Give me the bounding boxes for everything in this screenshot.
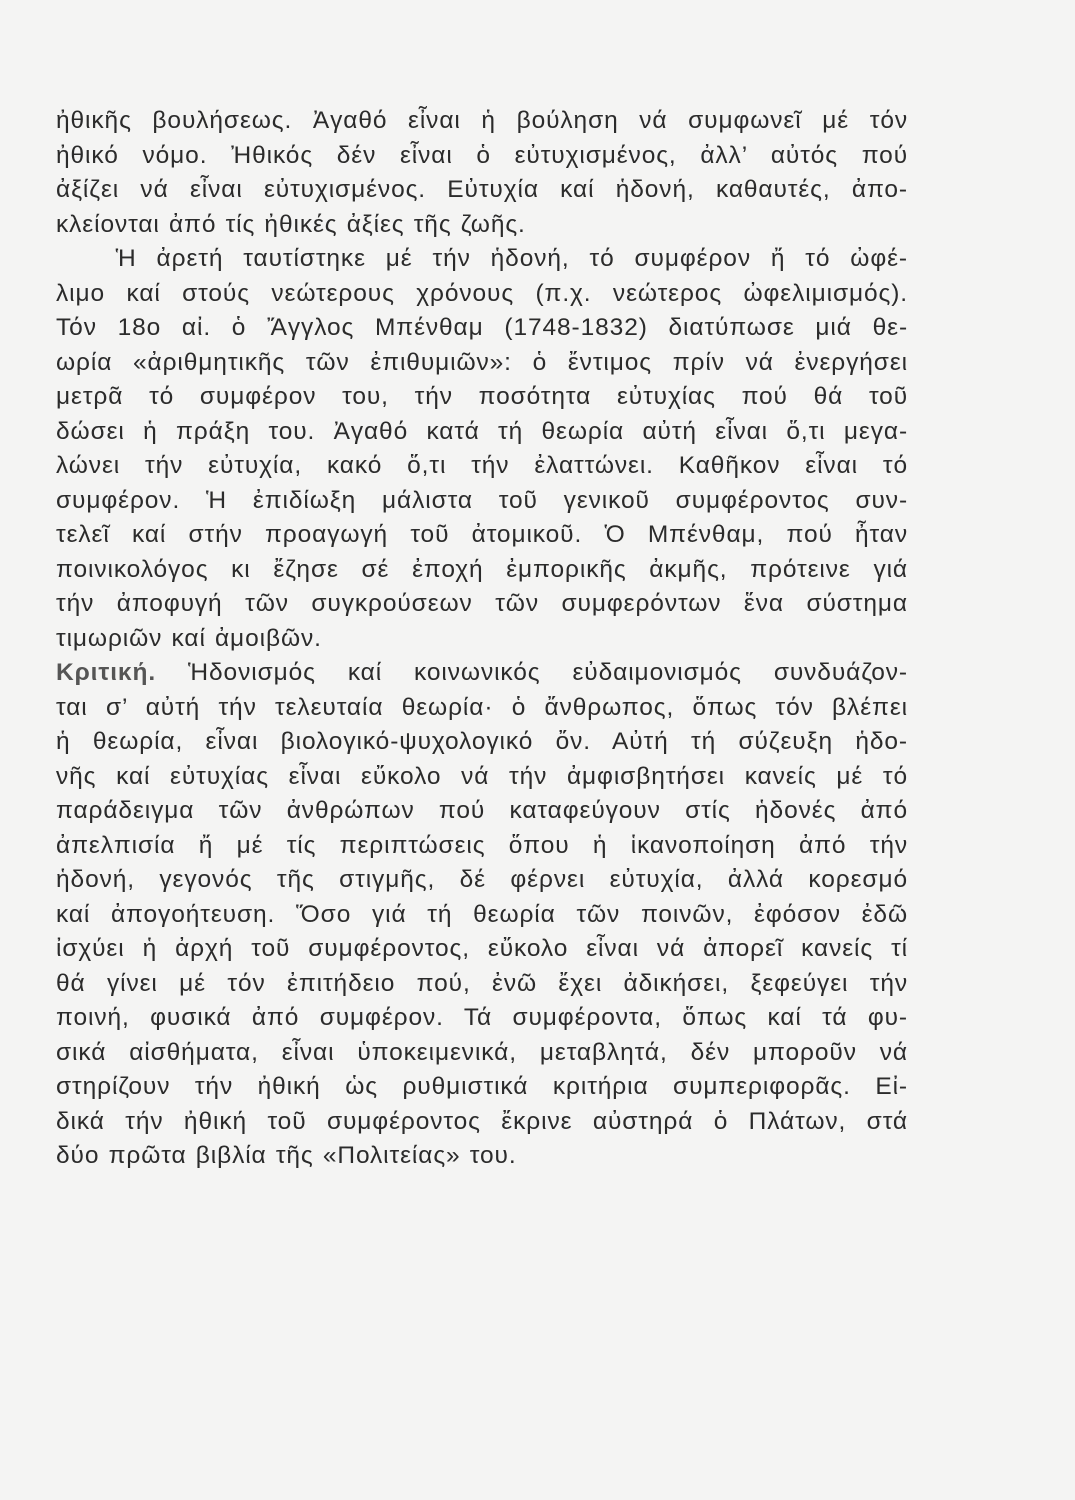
paragraph-critique bbox=[56, 656, 908, 1174]
text-line bbox=[56, 656, 908, 691]
text-line: σικά αἰσθήματα, εἶναι ὑποκειμενικά, μεταβλητά, δέν μποροῦν νά bbox=[56, 1038, 908, 1066]
text-line: τελεῖ καί στήν προαγωγή τοῦ ἀτομικοῦ. Ὁ Μπένθαμ, πού ἦταν bbox=[56, 521, 908, 548]
text-line: καί ἀπογοήτευση. Ὅσο γιά τή θεωρία τῶν ποινῶν, ἐφόσον ἐδῶ bbox=[56, 900, 908, 928]
text-line: δικά τήν ἠθική τοῦ συμφέροντος ἔκρινε αὐστηρά ὁ Πλάτων, στά bbox=[56, 1107, 908, 1135]
paragraph bbox=[56, 242, 908, 656]
text-line: λιμο καί στούς νεώτερους χρόνους (π.χ. νεώτερος ὠφελιμισμός). bbox=[56, 279, 908, 307]
text-line: ἡδονή, γεγονός τῆς στιγμῆς, δέ φέρνει εὐτυχία, ἀλλά κορεσμό bbox=[56, 866, 908, 893]
text-line: ωρία «ἀριθμητικῆς τῶν ἐπιθυμιῶν»: ὁ ἔντιμος πρίν νά ἐνεργήσει bbox=[56, 348, 908, 376]
text-line: συμφέρον. Ἡ ἐπιδίωξη μάλιστα τοῦ γενικοῦ συμφέροντος συν- bbox=[56, 486, 908, 514]
text-line: ἠθικῆς βουλήσεως. Ἀγαθό εἶναι ἡ βούληση νά συμφωνεῖ μέ τόν bbox=[56, 107, 908, 134]
page-body-text bbox=[56, 104, 908, 1174]
text-line: νῆς καί εὐτυχίας εἶναι εὔκολο νά τήν ἀμφισβητήσει κανείς μέ τό bbox=[56, 762, 908, 790]
text-line-rest: Ἡδονισμός καί κοινωνικός εὐδαιμονισμός συνδυάζον- bbox=[188, 659, 908, 686]
text-line: ἠθικό νόμο. Ἠθικός δέν εἶναι ὁ εὐτυχισμένος, ἀλλ’ αὐτός πού bbox=[56, 141, 908, 169]
text-line: θά γίνει μέ τόν ἐπιτήδειο πού, ἐνῶ ἔχει ἀδικήσει, ξεφεύγει τήν bbox=[56, 969, 908, 997]
text-line: ται σ’ αὐτή τήν τελευταία θεωρία· ὁ ἄνθρωπος, ὅπως τόν βλέπει bbox=[56, 693, 908, 721]
text-line: δώσει ἡ πράξη του. Ἀγαθό κατά τή θεωρία αὐτή εἶναι ὅ,τι μεγα- bbox=[56, 417, 908, 445]
section-lead-heading: Κριτική. bbox=[56, 659, 157, 686]
text-line: Ἡ ἀρετή ταυτίστηκε μέ τήν ἡδονή, τό συμφέρον ἤ τό ὠφέ- bbox=[56, 245, 908, 272]
text-line: Τόν 18ο αἰ. ὁ Ἄγγλος Μπένθαμ (1748-1832) διατύπωσε μιά θε- bbox=[56, 314, 908, 341]
text-line: ἡ θεωρία, εἶναι βιολογικό-ψυχολογικό ὄν. Αὐτή τή σύζευξη ἡδο- bbox=[56, 728, 908, 755]
text-line: δύο πρῶτα βιβλία τῆς «Πολιτείας» του. bbox=[56, 1142, 517, 1169]
text-line: παράδειγμα τῶν ἀνθρώπων πού καταφεύγουν στίς ἡδονές ἀπό bbox=[56, 797, 908, 824]
text-line: τιμωριῶν καί ἀμοιβῶν. bbox=[56, 624, 322, 652]
text-line: ποινή, φυσικά ἀπό συμφέρον. Τά συμφέροντα, ὅπως καί τά φυ- bbox=[56, 1004, 908, 1031]
paragraph bbox=[56, 104, 908, 242]
text-line: λώνει τήν εὐτυχία, κακό ὅ,τι τήν ἐλαττώνει. Καθῆκον εἶναι τό bbox=[56, 452, 908, 479]
text-line: στηρίζουν τήν ἠθική ὡς ρυθμιστικά κριτήρια συμπεριφορᾶς. Εἰ- bbox=[56, 1073, 908, 1100]
text-line: ἀξίζει νά εἶναι εὐτυχισμένος. Εὐτυχία καί ἡδονή, καθαυτές, ἀπο- bbox=[56, 176, 908, 203]
text-line: κλείονται ἀπό τίς ἠθικές ἀξίες τῆς ζωῆς. bbox=[56, 210, 526, 238]
text-line: ἀπελπισία ἤ μέ τίς περιπτώσεις ὅπου ἡ ἱκανοποίηση ἀπό τήν bbox=[56, 831, 908, 859]
text-line: μετρᾶ τό συμφέρον του, τήν ποσότητα εὐτυχίας πού θά τοῦ bbox=[56, 383, 908, 410]
text-line: ἰσχύει ἡ ἀρχή τοῦ συμφέροντος, εὔκολο εἶναι νά ἀπορεῖ κανείς τί bbox=[56, 935, 908, 962]
text-line: τήν ἀποφυγή τῶν συγκρούσεων τῶν συμφερόντων ἕνα σύστημα bbox=[56, 590, 908, 617]
text-line: ποινικολόγος κι ἔζησε σέ ἐποχή ἐμπορικῆς ἀκμῆς, πρότεινε γιά bbox=[56, 555, 908, 583]
